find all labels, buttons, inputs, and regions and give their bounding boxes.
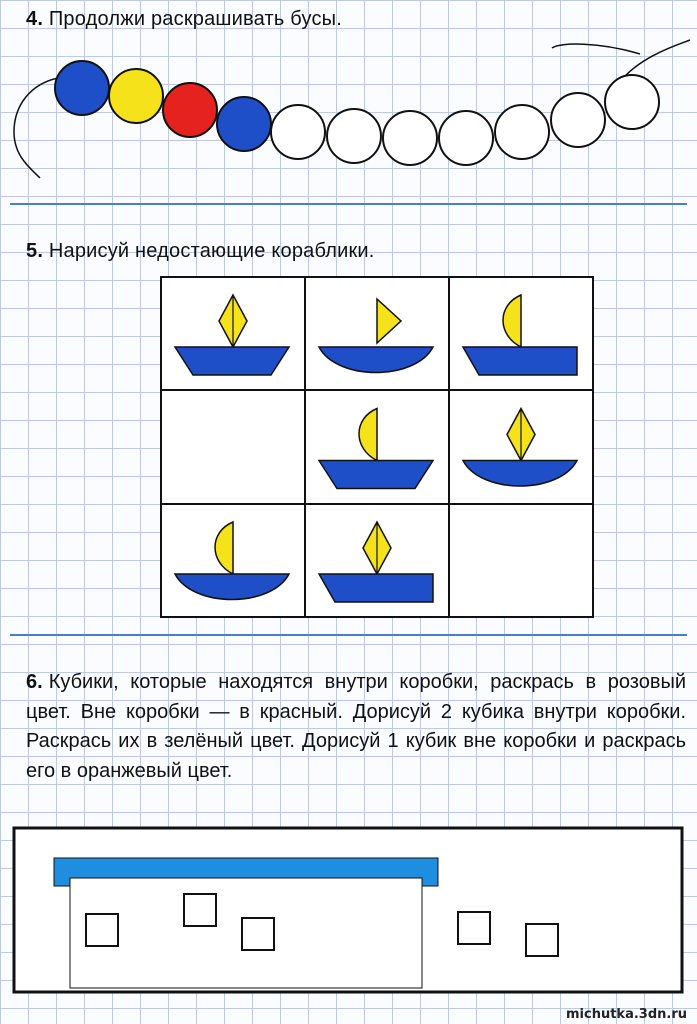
hull-trapezoid (319, 461, 433, 489)
watermark: michutka.3dn.ru (566, 1007, 687, 1022)
task-4-heading (26, 8, 342, 31)
task-6-number: 6. (26, 671, 43, 693)
hull-block (463, 347, 577, 375)
task-6-instructions (26, 668, 686, 786)
task-5-title: Нарисуй недостающие кораблики. (48, 240, 375, 262)
divider-1 (10, 203, 687, 205)
bead (383, 111, 437, 165)
cube-inside (86, 914, 118, 946)
task-4-number: 4. (26, 8, 44, 30)
bead (327, 109, 381, 163)
task-6-text: Кубики, которые находятся внутри коробки, раскрась в розовый цвет. Вне коробки — в красный. Дорисуй 2 кубика внутри коробки. Раскрась их в зелёный цвет. Дорисуй 1 кубик вне коробки и раскрась его в оранжевый цвет. (26, 671, 686, 782)
bead (439, 111, 493, 165)
bead (217, 97, 271, 151)
bead (495, 105, 549, 159)
bead (271, 105, 325, 159)
cube-outside (458, 912, 490, 944)
bead (109, 69, 163, 123)
bead (551, 93, 605, 147)
task-4-title: Продолжи раскрашивать бусы. (48, 8, 342, 30)
hull-trapezoid (175, 347, 289, 375)
bead (605, 75, 659, 129)
hull-block (319, 574, 433, 602)
beads-string (0, 36, 697, 186)
cube-inside (184, 894, 216, 926)
task-5-heading (26, 240, 375, 263)
bead (55, 61, 109, 115)
divider-2 (10, 634, 687, 636)
task-5-number: 5. (26, 240, 44, 262)
cube-inside (242, 918, 274, 950)
bead (163, 83, 217, 137)
box-exercise (12, 826, 684, 996)
cube-outside (526, 924, 558, 956)
boats-grid (160, 276, 594, 618)
